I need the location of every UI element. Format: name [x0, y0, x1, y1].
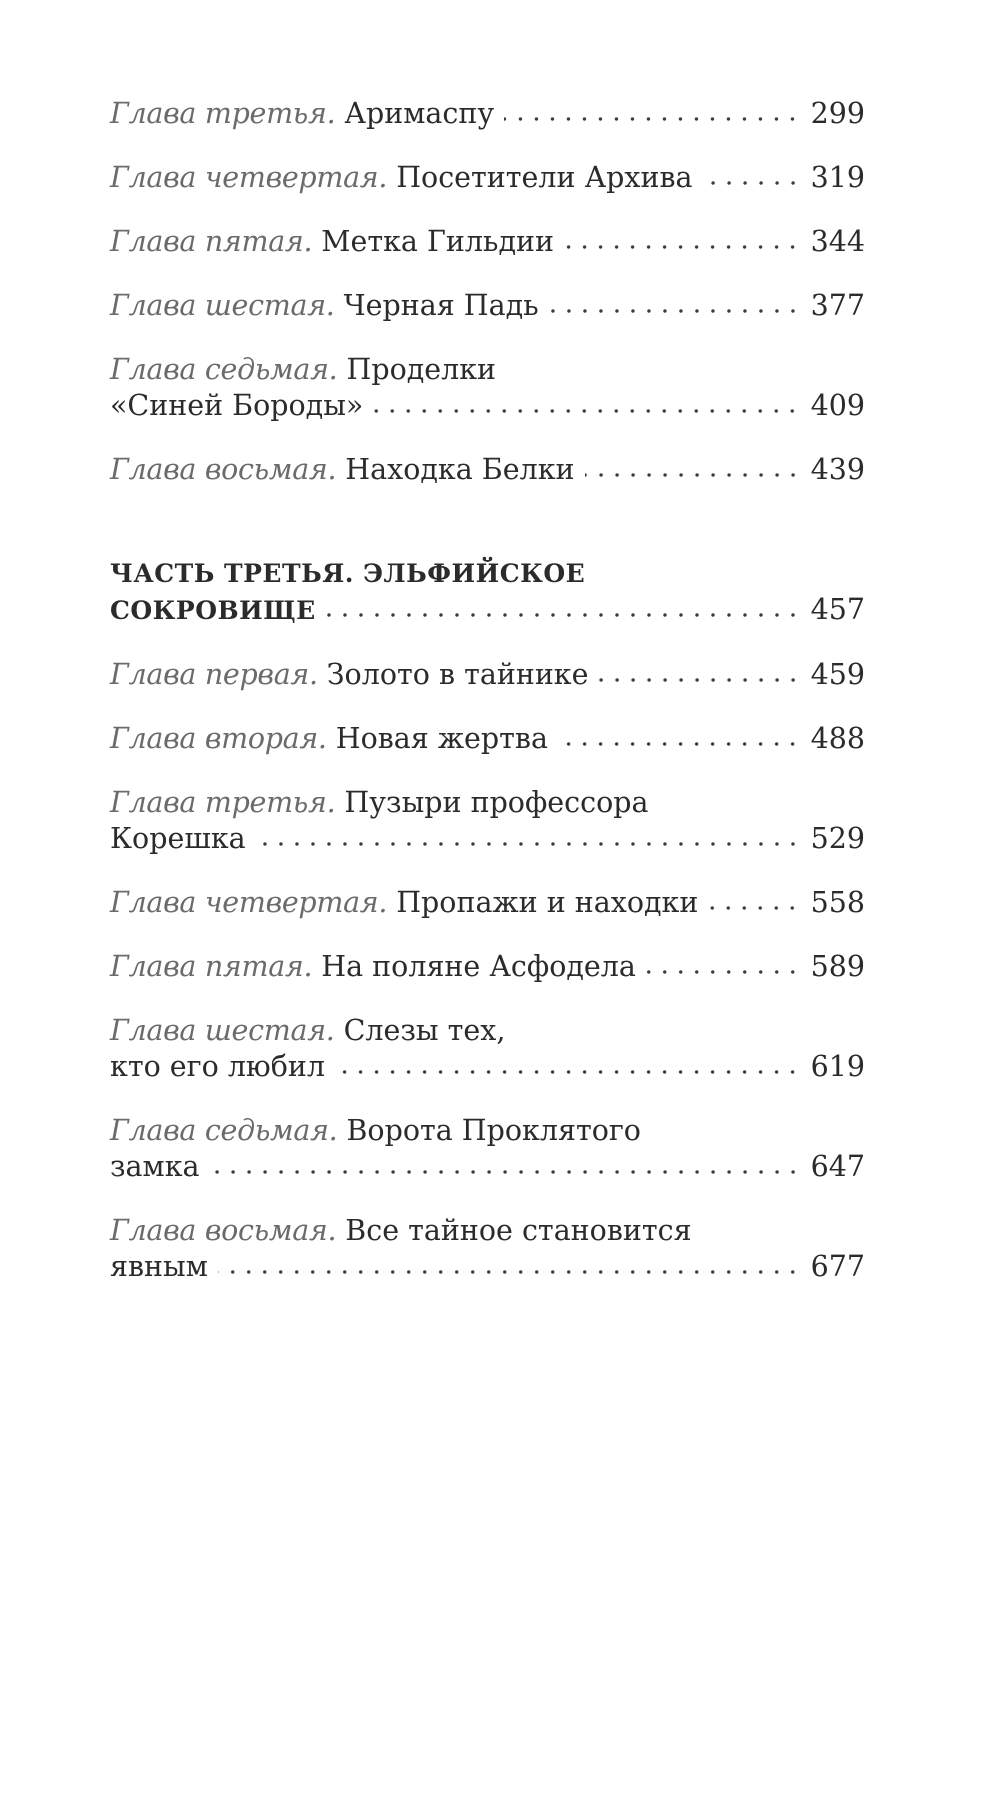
- chapter-title-continued: замка: [110, 1150, 200, 1183]
- chapter-number: Глава четвертая.: [110, 161, 388, 194]
- chapter-title-continued: Корешка: [110, 822, 246, 855]
- chapter-title: Пузыри профессора: [344, 786, 649, 819]
- chapter-number: Глава третья.: [110, 786, 336, 819]
- part-heading: ЧАСТЬ ТРЕТЬЯ. ЭЛЬФИЙСКОЕ: [110, 559, 586, 588]
- toc-entry: [110, 1013, 865, 1085]
- dot-leader: [708, 905, 800, 911]
- chapter-title: Черная Падь: [343, 289, 539, 322]
- chapter-number: Глава седьмая.: [110, 1114, 338, 1147]
- page-number: 409: [810, 389, 865, 422]
- toc-entry: [110, 452, 865, 488]
- chapter-number: Глава восьмая.: [110, 1214, 337, 1247]
- toc-entry: [110, 785, 865, 857]
- dot-leader: [326, 612, 801, 618]
- chapter-title: Находка Белки: [345, 453, 575, 486]
- chapter-title-continued: «Синей Бороды»: [110, 389, 364, 422]
- dot-leader: [210, 1169, 801, 1175]
- dot-leader: [504, 116, 800, 122]
- page-number: 619: [810, 1050, 865, 1083]
- chapter-number: Глава пятая.: [110, 950, 313, 983]
- toc-entry: [110, 288, 865, 324]
- chapter-number: Глава седьмая.: [110, 353, 338, 386]
- dot-leader: [373, 408, 800, 414]
- chapter-number: Глава пятая.: [110, 225, 313, 258]
- page-number: 677: [810, 1250, 865, 1283]
- table-of-contents: [110, 96, 865, 1285]
- page-number: 319: [810, 161, 865, 194]
- dot-leader: [703, 180, 801, 186]
- toc-entry: [110, 657, 865, 693]
- chapter-title: Пропажи и находки: [396, 886, 699, 919]
- dot-leader: [549, 308, 801, 314]
- toc-entry: [110, 96, 865, 132]
- page-number: 377: [810, 289, 865, 322]
- chapter-number: Глава шестая.: [110, 1014, 335, 1047]
- chapter-title: Аримаспу: [344, 97, 495, 130]
- chapter-title-continued: кто его любил: [110, 1050, 325, 1083]
- chapter-title: Все тайное становится: [345, 1214, 692, 1247]
- toc-entry: [110, 721, 865, 757]
- toc-entry: [110, 224, 865, 260]
- chapter-title: Новая жертва: [335, 722, 548, 755]
- page-number: 589: [810, 950, 865, 983]
- chapter-title: На поляне Асфодела: [321, 950, 636, 983]
- dot-leader: [218, 1269, 801, 1275]
- page-number: 457: [810, 593, 865, 626]
- chapter-number: Глава восьмая.: [110, 453, 337, 486]
- chapter-title: Слезы тех,: [343, 1014, 506, 1047]
- dot-leader: [585, 472, 801, 478]
- page-number: 558: [810, 886, 865, 919]
- chapter-number: Глава вторая.: [110, 722, 327, 755]
- toc-entry: [110, 885, 865, 921]
- chapter-number: Глава первая.: [110, 658, 318, 691]
- chapter-number: Глава шестая.: [110, 289, 335, 322]
- toc-part-entry: [110, 556, 865, 629]
- chapter-title: Золото в тайнике: [326, 658, 589, 691]
- toc-entry: [110, 160, 865, 196]
- page-number: 344: [810, 225, 865, 258]
- part-heading-continued: СОКРОВИЩЕ: [110, 596, 316, 625]
- chapter-title: Проделки: [346, 353, 497, 386]
- dot-leader: [599, 677, 801, 683]
- toc-entry: [110, 352, 865, 424]
- toc-entry: [110, 1213, 865, 1285]
- toc-entry: [110, 949, 865, 985]
- chapter-title-continued: явным: [110, 1250, 208, 1283]
- chapter-number: Глава третья.: [110, 97, 336, 130]
- page-number: 488: [810, 722, 865, 755]
- page-number: 439: [810, 453, 865, 486]
- chapter-number: Глава четвертая.: [110, 886, 388, 919]
- page-number: 529: [810, 822, 865, 855]
- toc-entry: [110, 1113, 865, 1185]
- chapter-title: Ворота Проклятого: [346, 1114, 641, 1147]
- page-number: 459: [810, 658, 865, 691]
- dot-leader: [335, 1069, 801, 1075]
- dot-leader: [256, 841, 801, 847]
- dot-leader: [558, 741, 801, 747]
- page-number: 299: [810, 97, 865, 130]
- dot-leader: [646, 969, 801, 975]
- dot-leader: [564, 244, 801, 250]
- page-number: 647: [810, 1150, 865, 1183]
- chapter-title: Метка Гильдии: [321, 225, 554, 258]
- chapter-title: Посетители Архива: [396, 161, 693, 194]
